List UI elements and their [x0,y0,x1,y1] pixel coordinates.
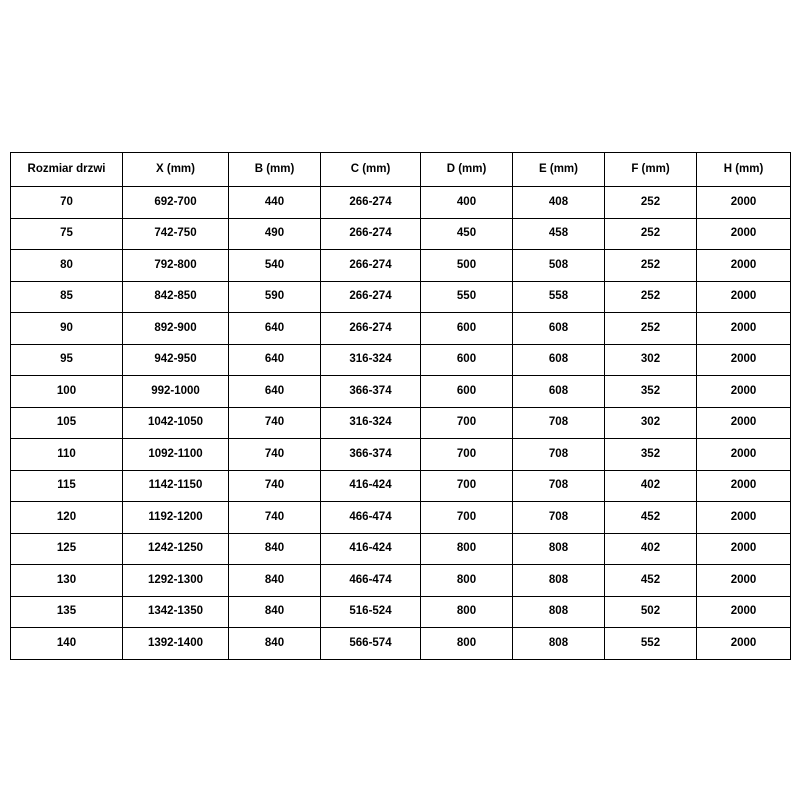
cell-d: 550 [421,281,513,313]
cell-rozmiar-drzwi: 140 [11,628,123,660]
cell-e: 508 [513,250,605,282]
cell-d: 500 [421,250,513,282]
cell-h: 2000 [697,218,791,250]
cell-c: 516-524 [321,596,421,628]
cell-rozmiar-drzwi: 100 [11,376,123,408]
cell-d: 400 [421,187,513,219]
cell-c: 366-374 [321,439,421,471]
cell-rozmiar-drzwi: 115 [11,470,123,502]
table-row [11,533,791,565]
cell-h: 2000 [697,439,791,471]
cell-c: 266-274 [321,250,421,282]
cell-h: 2000 [697,281,791,313]
cell-c: 316-324 [321,344,421,376]
column-header-d: D (mm) [421,153,513,187]
cell-h: 2000 [697,565,791,597]
door-size-spec-table [10,152,791,660]
cell-x: 1292-1300 [123,565,229,597]
cell-f: 402 [605,533,697,565]
table-row [11,344,791,376]
cell-rozmiar-drzwi: 85 [11,281,123,313]
cell-x: 892-900 [123,313,229,345]
cell-b: 640 [229,376,321,408]
cell-e: 408 [513,187,605,219]
cell-x: 692-700 [123,187,229,219]
cell-d: 700 [421,439,513,471]
cell-x: 842-850 [123,281,229,313]
cell-rozmiar-drzwi: 130 [11,565,123,597]
table-row [11,218,791,250]
column-header-h: H (mm) [697,153,791,187]
cell-x: 992-1000 [123,376,229,408]
cell-c: 316-324 [321,407,421,439]
table-row [11,502,791,534]
cell-rozmiar-drzwi: 70 [11,187,123,219]
cell-rozmiar-drzwi: 110 [11,439,123,471]
cell-d: 600 [421,344,513,376]
cell-b: 640 [229,313,321,345]
cell-f: 352 [605,439,697,471]
cell-b: 740 [229,470,321,502]
column-header-b: B (mm) [229,153,321,187]
cell-c: 566-574 [321,628,421,660]
table-body [11,187,791,660]
cell-e: 608 [513,376,605,408]
cell-x: 1392-1400 [123,628,229,660]
cell-d: 800 [421,533,513,565]
cell-f: 252 [605,187,697,219]
cell-e: 708 [513,502,605,534]
spec-table-container [10,152,790,660]
table-row [11,281,791,313]
cell-c: 266-274 [321,281,421,313]
cell-b: 740 [229,407,321,439]
cell-h: 2000 [697,250,791,282]
cell-d: 600 [421,376,513,408]
cell-x: 742-750 [123,218,229,250]
column-header-x: X (mm) [123,153,229,187]
cell-e: 808 [513,596,605,628]
cell-x: 1192-1200 [123,502,229,534]
cell-rozmiar-drzwi: 125 [11,533,123,565]
cell-e: 808 [513,628,605,660]
cell-f: 252 [605,313,697,345]
cell-b: 740 [229,502,321,534]
cell-d: 800 [421,596,513,628]
cell-b: 840 [229,628,321,660]
cell-h: 2000 [697,407,791,439]
cell-d: 450 [421,218,513,250]
cell-h: 2000 [697,313,791,345]
cell-d: 700 [421,407,513,439]
cell-e: 558 [513,281,605,313]
table-row [11,250,791,282]
cell-h: 2000 [697,533,791,565]
cell-e: 708 [513,439,605,471]
cell-h: 2000 [697,628,791,660]
cell-c: 266-274 [321,313,421,345]
cell-d: 700 [421,502,513,534]
cell-b: 490 [229,218,321,250]
cell-d: 800 [421,565,513,597]
cell-x: 1042-1050 [123,407,229,439]
cell-c: 266-274 [321,218,421,250]
cell-x: 1092-1100 [123,439,229,471]
cell-c: 416-424 [321,533,421,565]
cell-h: 2000 [697,596,791,628]
table-row [11,439,791,471]
table-row [11,313,791,345]
cell-b: 840 [229,533,321,565]
cell-f: 502 [605,596,697,628]
cell-c: 416-424 [321,470,421,502]
cell-rozmiar-drzwi: 90 [11,313,123,345]
cell-e: 808 [513,565,605,597]
cell-e: 708 [513,407,605,439]
table-row [11,407,791,439]
cell-c: 466-474 [321,502,421,534]
cell-c: 466-474 [321,565,421,597]
cell-b: 590 [229,281,321,313]
cell-x: 792-800 [123,250,229,282]
table-row [11,187,791,219]
cell-rozmiar-drzwi: 135 [11,596,123,628]
cell-x: 1342-1350 [123,596,229,628]
cell-e: 608 [513,313,605,345]
cell-h: 2000 [697,187,791,219]
table-header [11,153,791,187]
cell-x: 1242-1250 [123,533,229,565]
column-header-e: E (mm) [513,153,605,187]
cell-c: 366-374 [321,376,421,408]
cell-e: 458 [513,218,605,250]
table-row [11,628,791,660]
cell-f: 452 [605,565,697,597]
cell-b: 740 [229,439,321,471]
cell-f: 302 [605,407,697,439]
table-row [11,470,791,502]
cell-f: 452 [605,502,697,534]
cell-e: 808 [513,533,605,565]
cell-b: 840 [229,565,321,597]
cell-f: 252 [605,281,697,313]
cell-rozmiar-drzwi: 80 [11,250,123,282]
cell-rozmiar-drzwi: 120 [11,502,123,534]
cell-e: 608 [513,344,605,376]
column-header-rozmiar-drzwi: Rozmiar drzwi [11,153,123,187]
cell-rozmiar-drzwi: 95 [11,344,123,376]
cell-h: 2000 [697,344,791,376]
cell-f: 402 [605,470,697,502]
cell-f: 252 [605,218,697,250]
column-header-c: C (mm) [321,153,421,187]
cell-d: 600 [421,313,513,345]
cell-d: 800 [421,628,513,660]
cell-c: 266-274 [321,187,421,219]
cell-f: 352 [605,376,697,408]
cell-f: 552 [605,628,697,660]
cell-b: 540 [229,250,321,282]
cell-b: 840 [229,596,321,628]
table-row [11,376,791,408]
cell-rozmiar-drzwi: 105 [11,407,123,439]
cell-f: 252 [605,250,697,282]
cell-b: 440 [229,187,321,219]
cell-x: 1142-1150 [123,470,229,502]
table-row [11,565,791,597]
cell-d: 700 [421,470,513,502]
cell-x: 942-950 [123,344,229,376]
table-row [11,596,791,628]
cell-h: 2000 [697,470,791,502]
cell-rozmiar-drzwi: 75 [11,218,123,250]
table-header-row [11,153,791,187]
cell-e: 708 [513,470,605,502]
cell-h: 2000 [697,502,791,534]
cell-h: 2000 [697,376,791,408]
cell-f: 302 [605,344,697,376]
cell-b: 640 [229,344,321,376]
column-header-f: F (mm) [605,153,697,187]
